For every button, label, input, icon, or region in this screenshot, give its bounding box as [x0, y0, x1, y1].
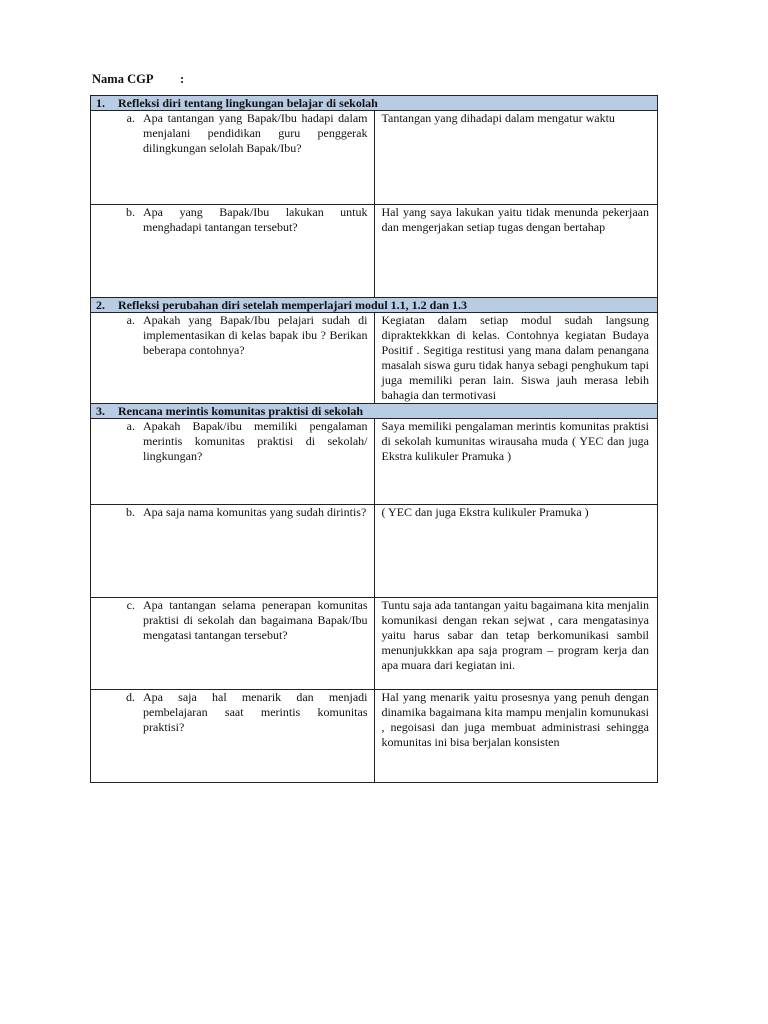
question-text: Apa tantangan selama penerapan komunitas praktisi di sekolah dan bagaimana Bapak/Ibu mengatasi tantangan tersebut?	[143, 598, 368, 642]
question-letter: c.	[126, 598, 135, 612]
question-letter: d.	[126, 690, 135, 704]
answer-text: Hal yang saya lakukan yaitu tidak menunda pekerjaan dan mengerjakan setiap tugas dengan bertahap	[381, 205, 649, 234]
question-letter: b.	[126, 205, 135, 219]
section-number: 2.	[96, 298, 105, 312]
question-text: Apa saja nama komunitas yang sudah dirintis?	[143, 505, 367, 519]
question-letter: a.	[126, 111, 135, 125]
table-row	[91, 690, 658, 783]
table-row	[91, 598, 658, 690]
nama-cgp-colon: :	[180, 72, 185, 86]
section-title: Rencana merintis komunitas praktisi di sekolah	[118, 404, 364, 418]
answer-text: Tantangan yang dihadapi dalam mengatur waktu	[381, 111, 615, 125]
nama-cgp-label: Nama CGP	[92, 72, 154, 86]
section-header-2	[91, 298, 658, 313]
table-row	[91, 111, 658, 205]
answer-text: Kegiatan dalam setiap modul sudah langsung dipraktekkkan di kelas. Contohnya kegiatan Budaya Positif . Segitiga restitusi yang mana dalam penangana masalah siswa guru tidak hanya sebagi penghukum tapi juga memiliki peran lain. Siswa jauh merasa lebih bahagia dan termotivasi	[381, 313, 649, 402]
question-letter: a.	[126, 313, 135, 327]
answer-text: Saya memiliki pengalaman merintis komunitas praktisi di sekolah kumunitas wirausaha muda ( YEC dan juga Ekstra kulikuler Pramuka )	[381, 419, 649, 463]
section-title: Refleksi diri tentang lingkungan belajar di sekolah	[118, 96, 378, 110]
section-title: Refleksi perubahan diri setelah memperlajari modul 1.1, 1.2 dan 1.3	[118, 298, 468, 312]
answer-text: Tuntu saja ada tantangan yaitu bagaimana kita menjalin komunikasi dengan rekan sejwat , cara mengatasinya yaitu harus sabar dan tetap berkomunikasi sambil menunjukkkan apa saja program – program kerja dan apa muara dari kegiatan ini.	[381, 598, 649, 672]
section-number: 3.	[96, 404, 105, 418]
question-text: Apakah Bapak/ibu memiliki pengalaman merintis komunitas praktisi di sekolah/ lingkungan?	[143, 419, 368, 463]
table-row	[91, 505, 658, 598]
question-letter: a.	[126, 419, 135, 433]
question-text: Apa saja hal menarik dan menjadi pembelajaran saat merintis komunitas praktisi?	[143, 690, 368, 734]
table-row	[91, 313, 658, 404]
question-text: Apa yang Bapak/Ibu lakukan untuk menghadapi tantangan tersebut?	[143, 205, 368, 234]
section-header-1	[91, 96, 658, 111]
answer-text: Hal yang menarik yaitu prosesnya yang penuh dengan dinamika bagaimana kita mampu menjalin komunukasi , negoisasi dan juga membuat administrasi sehingga komunitas ini bisa berjalan konsisten	[381, 690, 649, 749]
section-header-3	[91, 404, 658, 419]
answer-text: ( YEC dan juga Ekstra kulikuler Pramuka )	[381, 505, 589, 519]
question-letter: b.	[126, 505, 135, 519]
table-row	[91, 419, 658, 505]
question-text: Apa tantangan yang Bapak/Ibu hadapi dalam menjalani pendidikan guru penggerak dilingkungan selolah Bapak/Ibu?	[143, 111, 368, 155]
question-text: Apakah yang Bapak/Ibu pelajari sudah di implementasikan di kelas bapak ibu ? Berikan beberapa contohnya?	[143, 313, 368, 357]
section-number: 1.	[96, 96, 105, 110]
reflection-table	[90, 95, 658, 783]
nama-cgp-field	[92, 72, 185, 87]
table-row	[91, 205, 658, 298]
